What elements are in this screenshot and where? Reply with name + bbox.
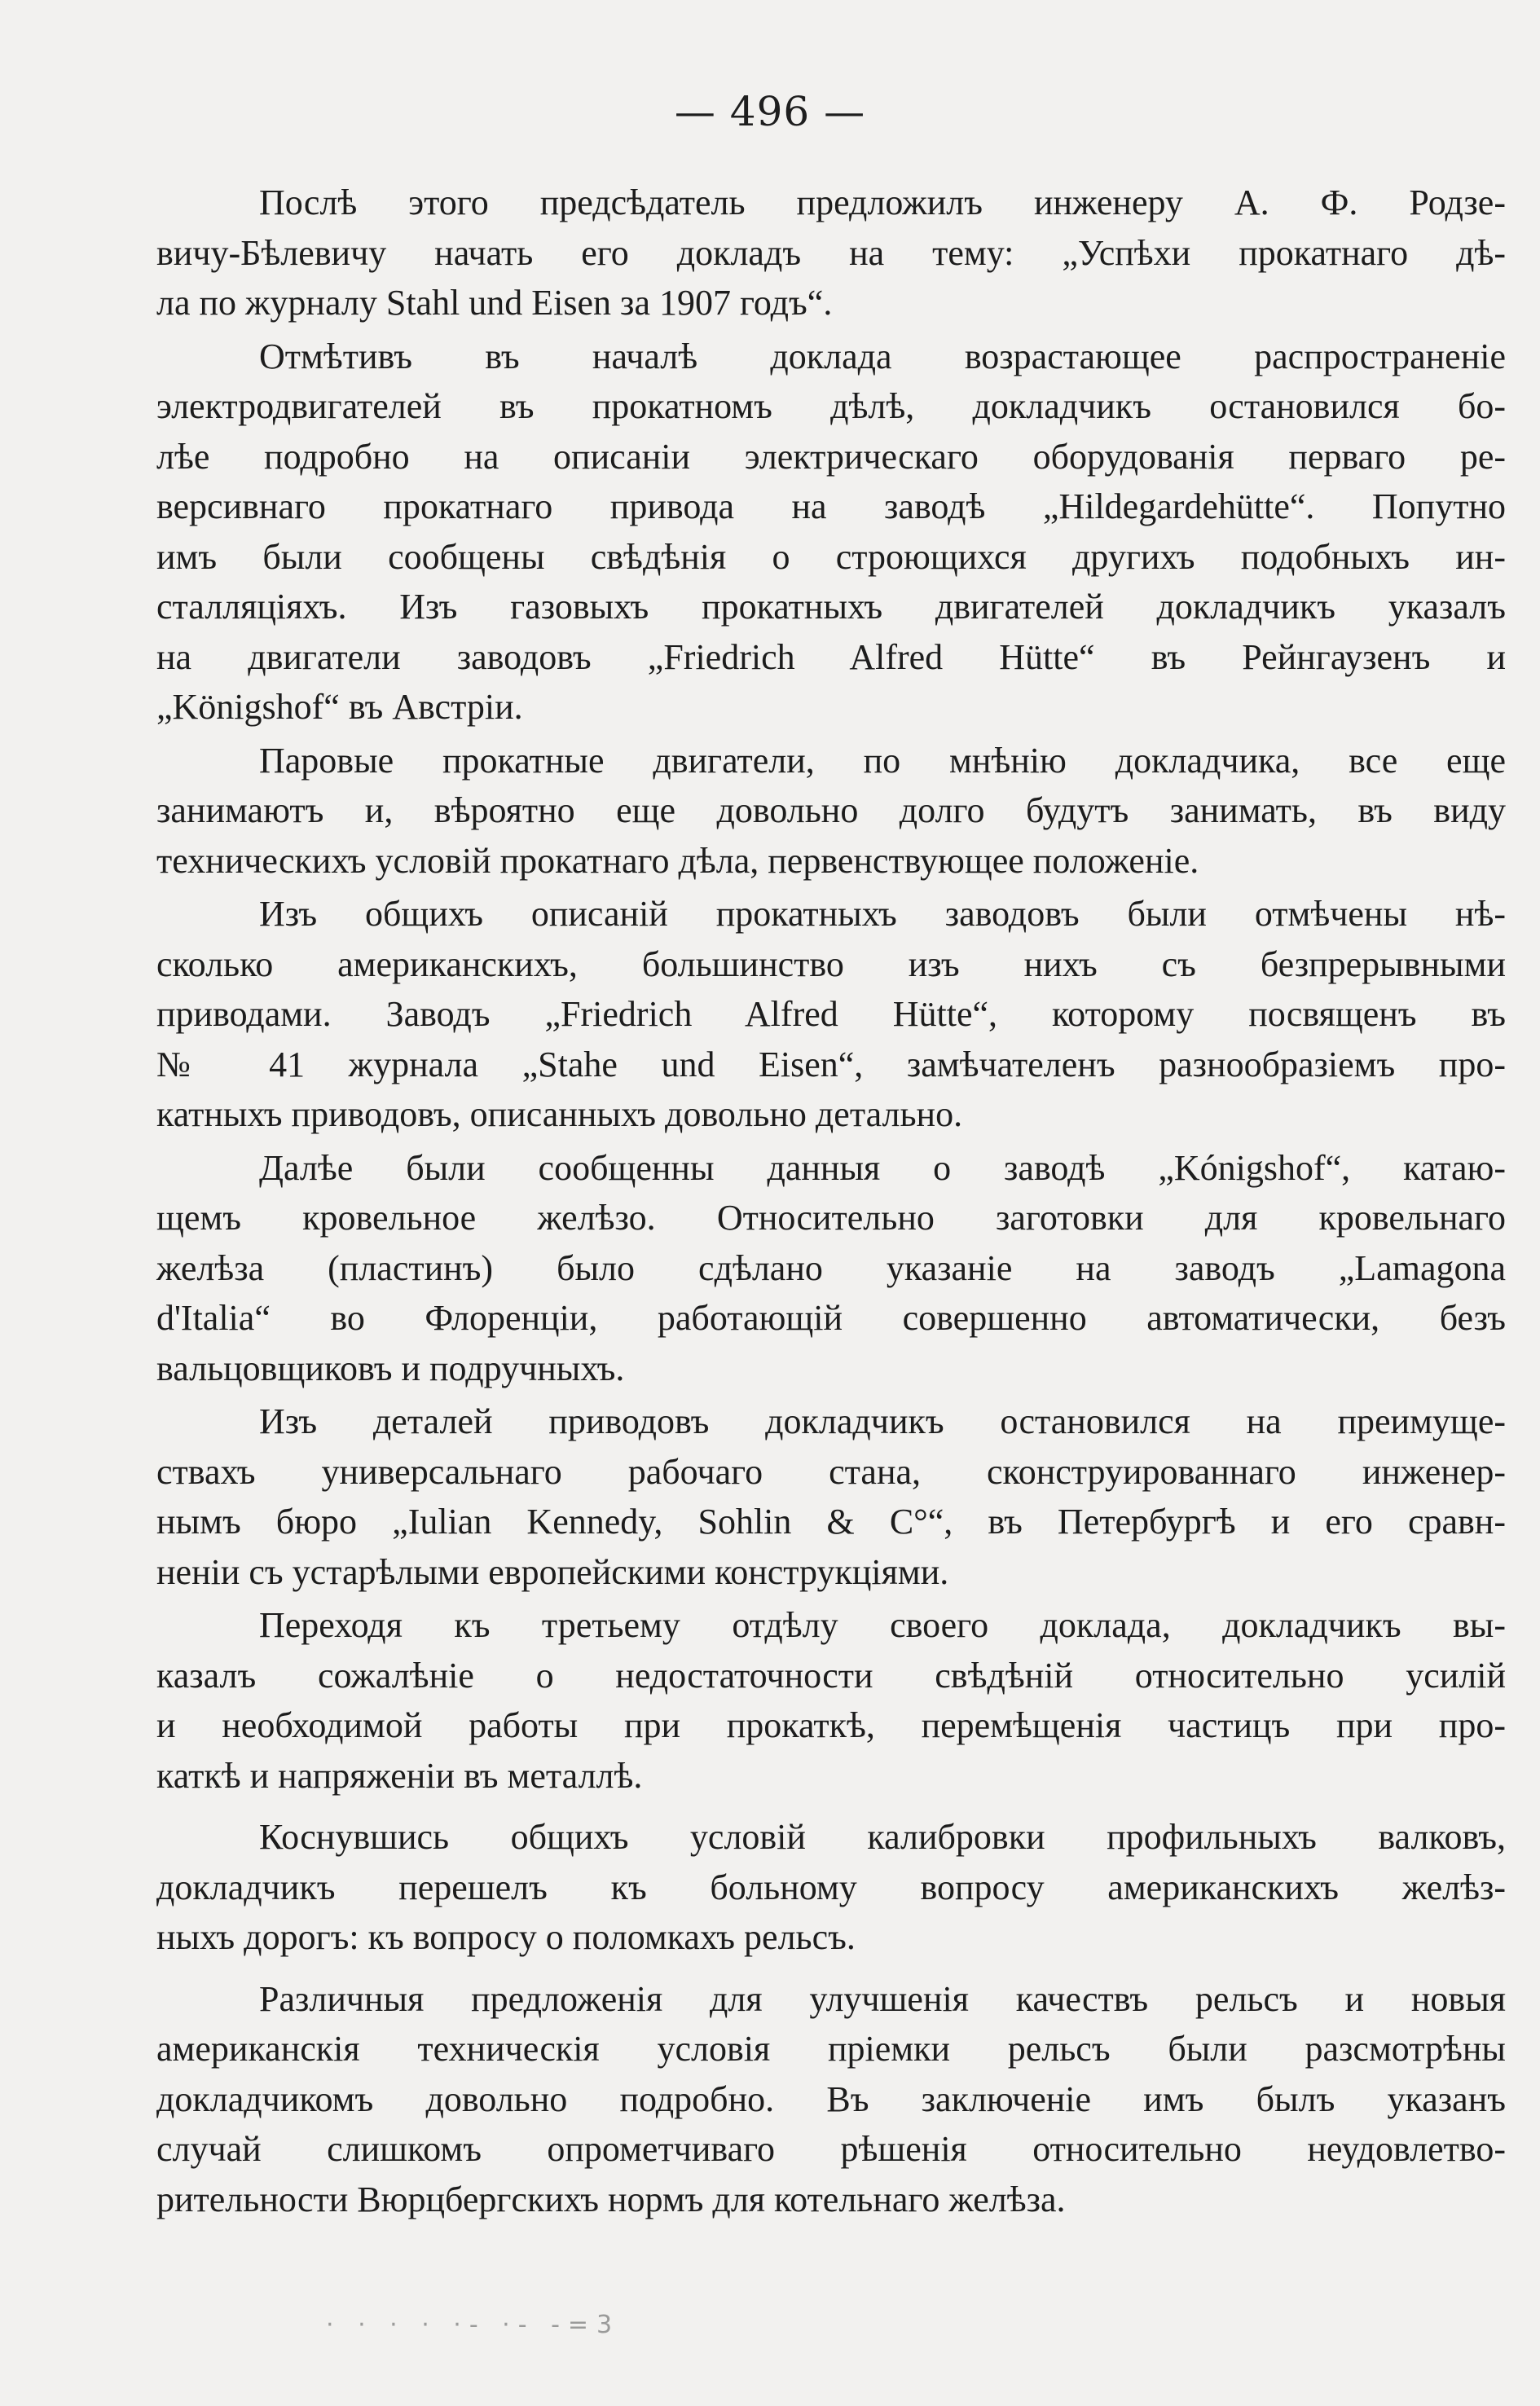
text-line: Переходя къ третьему отдѣлу своего доклада, докладчикъ вы- [259, 1605, 1506, 1645]
paragraph [156, 1812, 1506, 1963]
paragraph [156, 332, 1506, 732]
text-line: Отмѣтивъ въ началѣ доклада возрастающее распространеніе [259, 336, 1506, 376]
text-line: желѣза (пластинъ) было сдѣлано указаніе на заводъ „Lamagona [156, 1247, 1506, 1288]
text-line: и необходимой работы при прокаткѣ, перемѣщенія частицъ при про- [156, 1705, 1506, 1745]
text-line: американскія техническія условія пріемки рельсъ были разсмотрѣны [156, 2029, 1506, 2069]
page-number: — 496 — [674, 88, 866, 135]
text-line: имъ были сообщены свѣдѣнія о строющихся другихъ подобныхъ ин- [156, 536, 1506, 577]
text-line: неніи съ устарѣлыми европейскими конструкціями. [156, 1551, 949, 1592]
paragraph [156, 1397, 1506, 1597]
text-line: каткѣ и напряженіи въ металлѣ. [156, 1755, 643, 1796]
text-line: лѣе подробно на описаніи электрическаго оборудованія перваго ре- [156, 436, 1506, 477]
text-line: рительности Вюрцбергскихъ нормъ для котельнаго желѣза. [156, 2179, 1066, 2219]
text-line: на двигатели заводовъ „Friedrich Alfred Hütte“ въ Рейнгаузенъ и [156, 636, 1506, 677]
text-line: Паровые прокатные двигатели, по мнѣнію докладчика, все еще [259, 740, 1506, 781]
paragraph [156, 1143, 1506, 1394]
text-line: ныхъ дорогъ: къ вопросу о поломкахъ рельсъ. [156, 1917, 856, 1957]
body-text [156, 178, 1506, 2228]
text-line: вичу-Бѣлевичу начать его докладъ на тему: „Успѣхи прокатнаго дѣ- [156, 232, 1506, 273]
text-line: Различныя предложенія для улучшенія качествъ рельсъ и новыя [259, 1978, 1506, 2019]
paragraph [156, 178, 1506, 328]
paragraph [156, 889, 1506, 1140]
text-line: электродвигателей въ прокатномъ дѣлѣ, докладчикъ остановился бо- [156, 386, 1506, 426]
text-line: техническихъ условій прокатнаго дѣла, первенствующее положеніе. [156, 840, 1199, 881]
text-line: сталляціяхъ. Изъ газовыхъ прокатныхъ двигателей докладчикъ указалъ [156, 587, 1506, 627]
paragraph [156, 1600, 1506, 1801]
text-line: ствахъ универсальнаго рабочаго стана, сконструированнаго инженер- [156, 1451, 1506, 1492]
text-line: занимаютъ и, вѣроятно еще довольно долго будутъ занимать, въ виду [156, 790, 1506, 830]
text-line: № 41 журнала „Stahe und Eisen“, замѣчателенъ разнообразіемъ про- [156, 1044, 1506, 1084]
text-line: приводами. Заводъ „Friedrich Alfred Hütte“, которому посвященъ въ [156, 994, 1506, 1034]
paragraph [156, 736, 1506, 886]
paragraph [156, 1974, 1506, 2225]
text-line: щемъ кровельное желѣзо. Относительно заготовки для кровельнаго [156, 1198, 1506, 1238]
text-line: докладчикъ перешелъ къ больному вопросу американскихъ желѣз- [156, 1867, 1506, 1907]
text-line: катныхъ приводовъ, описанныхъ довольно детально. [156, 1094, 963, 1134]
text-line: d'Italia“ во Флоренціи, работающій совершенно автоматически, безъ [156, 1298, 1506, 1338]
text-line: ла по журналу Stahl und Eisen за 1907 годъ“. [156, 283, 833, 323]
text-line: Коснувшись общихъ условій калибровки профильныхъ валковъ, [259, 1817, 1506, 1857]
text-line: нымъ бюро „Iulian Kennedy, Sohlin & C°“, въ Петербургѣ и его сравн- [156, 1502, 1506, 1542]
text-line: случай слишкомъ опрометчиваго рѣшенія относительно неудовлетво- [156, 2129, 1506, 2169]
text-line: Изъ деталей приводовъ докладчикъ остановился на преимуще- [259, 1401, 1506, 1441]
text-line: версивнаго прокатнаго привода на заводѣ „Hildegardehütte“. Попутно [156, 486, 1506, 526]
text-line: Далѣе были сообщенны данныя о заводѣ „Kónigshof“, катаю- [259, 1147, 1506, 1188]
text-line: „Königshof“ въ Австріи. [156, 687, 523, 727]
text-line: Изъ общихъ описаній прокатныхъ заводовъ были отмѣчены нѣ- [259, 894, 1506, 934]
text-line: казалъ сожалѣніе о недостаточности свѣдѣній относительно усилій [156, 1655, 1506, 1696]
text-line: вальцовщиковъ и подручныхъ. [156, 1348, 625, 1388]
text-line: сколько американскихъ, большинство изъ нихъ съ безпрерывными [156, 943, 1506, 984]
print-smudge-marks: · · · · ·- ·- -=3 [326, 2311, 621, 2339]
text-line: докладчикомъ довольно подробно. Въ заключеніе имъ былъ указанъ [156, 2078, 1506, 2119]
text-line: Послѣ этого предсѣдатель предложилъ инженеру А. Ф. Родзе- [259, 183, 1506, 222]
